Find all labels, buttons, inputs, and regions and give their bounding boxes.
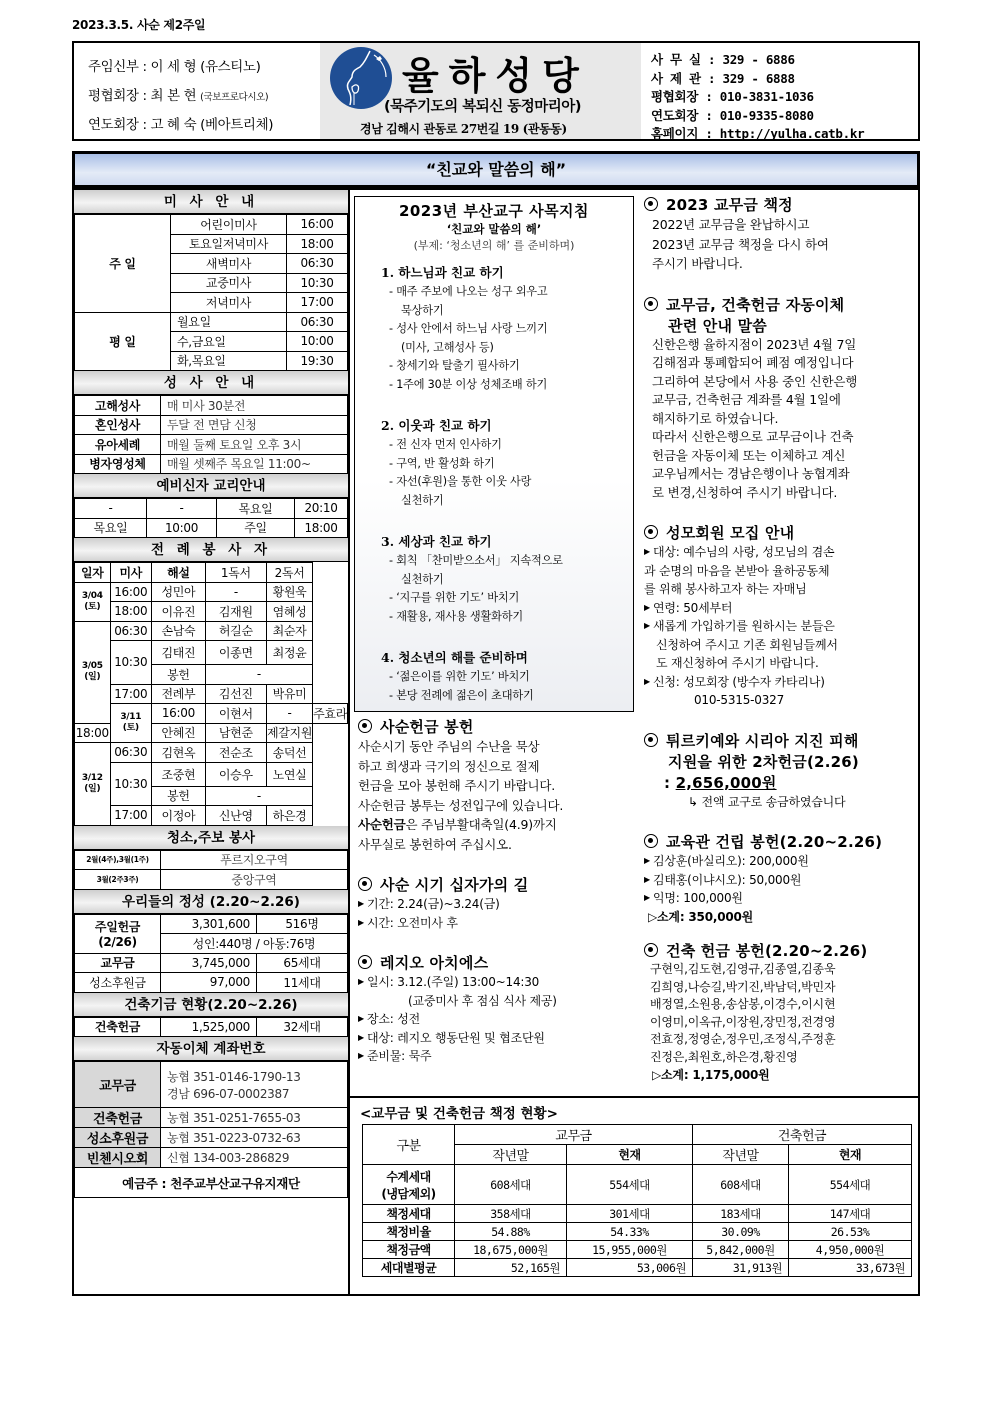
autopay-notice-title: 교무금, 건축헌금 자동이체 관련 안내 말씀 xyxy=(644,294,912,336)
left-column xyxy=(74,190,350,1294)
church-subtitle: (묵주기도의 복되신 동정마리아) xyxy=(384,99,581,115)
mass-schedule-table: 주 일 어린이미사 16:00 토요일저녁미사 18:00 새벽미사 06:30 교중미사 10:30 저녁미사 17:00 평 일 월요일 06:30 수,금요일 10:00 화,목요일 19:30 xyxy=(74,214,348,371)
guideline-title: 2023년 부산교구 사목지침 xyxy=(398,202,590,220)
radio-bullet-icon xyxy=(358,955,372,969)
table-row: 3/12 (일) 06:30 김현옥 전순조 송덕선 xyxy=(75,743,348,763)
table-row: 책정비율 54.88% 54.33% 30.09% 26.53% xyxy=(363,1223,912,1241)
middle-column xyxy=(350,190,640,1098)
offerings-table: 주일헌금 (2/26) 3,301,600 516명 성인:440명 / 아동:76명 교무금 3,745,000 65세대 성소후원금 97,000 11세대 xyxy=(74,914,348,993)
funeral-president-row: 연도회장 : 고 혜 숙 (베아트리체) xyxy=(88,117,274,133)
triangle-bullet-icon: ▶ xyxy=(358,1014,364,1023)
triangle-bullet-icon: ▶ xyxy=(644,874,650,884)
radio-bullet-icon xyxy=(644,197,658,211)
radio-bullet-icon xyxy=(358,719,372,733)
radio-bullet-icon xyxy=(644,297,658,311)
table-row: 수계세대 (냉담제외) 608세대 554세대 608세대 554세대 xyxy=(363,1165,912,1205)
triangle-bullet-icon: ▶ xyxy=(358,1051,364,1060)
assessment-status xyxy=(350,1096,918,1294)
cleaning-table: 2월(4주),3월(1주) 푸르지오구역 3월(2주3주) 중앙구역 xyxy=(74,850,348,890)
pastoral-guideline-box: 2023년 부산교구 사목지침 ‘친교와 말씀의 해’ (부제: ‘청소년의 해’ 를 준비하며) 1. 하느님과 친교 하기 - 매주 주보에 나오는 성구 외우고 묵상하기 - 성사 안에서 하느님 사랑 느끼기 (미사, 고해성사 등) - 창세기와 탈출기 필사하기 - 1주에 30분 이상 성체조배 하기 2. 이웃과 친교 하기 - 전 신자 먼저 인사하기 - 구역, 반 활성화 하기 - 자선(후원)을 통한 이웃 사랑 실천하기 3. 세상과 친교 하기 - 회칙 「찬미받으소서」 지속적으로 실천하기 - ‘지구를 위한 기도’ 바치기 - 재활용, 재사용 생활화하기 4. 청소년의 해를 준비하며 - ‘젊은이를 위한 기도’ 바치기 - 본당 전례에 젊은이 초대하기 xyxy=(354,196,634,712)
table-row: 10:30 김태진 이종면 최정윤 xyxy=(75,641,348,665)
building-fund-header: 건축기금 현황(2.20~2.26) xyxy=(74,993,348,1017)
radio-bullet-icon xyxy=(644,834,658,848)
table-row: 3/04 (토) 16:00 성민아 - 황원욱 xyxy=(75,582,348,602)
radio-bullet-icon xyxy=(644,943,658,957)
pastor-row: 주임신부 : 이 세 형 (유스티노) xyxy=(88,59,261,75)
council-president-row: 평협회장 : 최 본 현 (국보프로다시오) xyxy=(88,88,269,104)
radio-bullet-icon xyxy=(644,525,658,539)
liturgy-servers-header: 전 례 봉 사 자 xyxy=(74,538,348,562)
triangle-bullet-icon: ▶ xyxy=(358,977,364,986)
radio-bullet-icon xyxy=(644,733,658,747)
bulletin-header xyxy=(72,41,920,141)
auto-transfer-header: 자동이체 계좌번호 xyxy=(74,1037,348,1061)
building-fund-table: 건축헌금 1,525,000 32세대 xyxy=(74,1017,348,1038)
cleaning-header: 청소,주보 봉사 xyxy=(74,826,348,850)
dues-2023-notice: 2023 교무금 책정 2022년 교무금을 완납하시고 2023년 교무금 책정을 다시 하여 주시기 바랍니다. 교무금, 건축헌금 자동이체 관련 안내 말씀 신한은행 율하지점이 2023년 4월 7일 김해점과 통폐합되어 폐점 예정입니다 그리하여 본당에서 사용 중인 신한은행 교무금, 건축헌금 계좌를 4월 1일에 해지하기로 하였습니다. 따라서 신한은행으로 교무금이나 건축 헌금을 자동이체 또는 이체하고 계신 교우님께서는 경남은행이나 농협계좌 로 변경,신청하여 주시기 바랍니다. 성모회원 모집 안내 ▶ 대상: 예수님의 사랑, 성모님의 겸손 과 순명의 마음을 본받아 율하공동체 를 위해 봉사하고자 하는 자매님 ▶ 연령: 50세부터 ▶ 새롭게 가입하기를 원하시는 분들은 신청하여 주시고 기존 회원님들께서 도 재신청하여 주시기 바랍니다. ▶ 신청: 성모회장 (방수자 카타리나) 010-5315-0327 튀르키예와 시리아 지진 피해 지원을 위한 2차헌금(2.26) : 2,656,000원 ↳ 전액 교구로 송금하였습니다 교육관 건립 봉헌(2.20~2.26) ▶ 김상훈(바실리오): 200,000원 ▶ 김태홍(이냐시오): 50,000원 ▶ 익명: 100,000원 ▷소계: 350,000원 건축 헌금 봉헌(2.20~2.26) 구현익,김도현,김영규,김종열,김종욱 김희영,나승길,박기진,박남덕,박민자 배정열,소원용,송삼봉,이경수,이시현 이영미,이옥규,이장원,장민정,전경영 전효정,정영순,정우민,조정식,주정훈 진정은,최원호,하은경,황진영 ▷소계: 1,175,000원 xyxy=(640,194,918,1085)
church-address: 경남 김해시 관동로 27번길 19 (관동동) xyxy=(360,122,567,136)
legio-title: 레지오 아치에스 xyxy=(358,952,634,973)
table-row: 17:00 이정아 신난영 하은경 xyxy=(75,806,348,826)
table-row: 3/05 (일) 06:30 손남숙 허길순 최순자 xyxy=(75,621,348,641)
triangle-bullet-icon: ▶ xyxy=(644,893,650,902)
catechism-header: 예비신자 교리안내 xyxy=(74,474,348,498)
table-row: 봉헌 - xyxy=(75,665,348,685)
earthquake-relief-amount: 2,656,000원 xyxy=(675,773,777,792)
contact-homepage: 홈페이지 : http://yulha.catb.kr xyxy=(651,126,865,141)
year-theme-banner: “친교와 말씀의 해” xyxy=(72,151,920,188)
contact-funeral: 연도회장 : 010-9335-8080 xyxy=(651,107,814,123)
triangle-bullet-icon: ▶ xyxy=(644,621,650,630)
triangle-bullet-icon: ▶ xyxy=(358,1032,364,1042)
building-offering-title: 건축 헌금 봉헌(2.20~2.26) xyxy=(644,940,912,961)
education-hall-title: 교육관 건립 봉헌(2.20~2.26) xyxy=(644,831,912,852)
triangle-bullet-icon: ▶ xyxy=(644,547,650,556)
accounts-table: 교무금 농협 351-0146-1790-13 경남 696-07-0002387 건축헌금 농협 351-0251-7655-03 성소후원금 농협 351-0223-0732-63 빈첸시오회 신협 134-003-286829 예금주 : 천주교부산교구유지재단 xyxy=(74,1061,348,1198)
church-name: 율하성당 xyxy=(402,53,589,98)
table-row: 3/11 (토) 16:00 이현서 - 주효라 xyxy=(75,704,348,724)
triangle-bullet-icon: ▶ xyxy=(358,899,364,908)
triangle-bullet-icon: ▶ xyxy=(644,856,650,865)
contact-council: 평협회장 : 010-3831-1036 xyxy=(651,89,814,104)
contact-office: 사 무 실 : 329 - 6886 xyxy=(651,52,795,67)
earthquake-relief-title: 튀르키예와 시리아 지진 피해 지원을 위한 2차헌금(2.26) : 2,656,000원 xyxy=(644,730,912,793)
triangle-bullet-icon: ▶ xyxy=(644,676,650,686)
table-row: 봉헌 - xyxy=(75,786,348,806)
lent-offering-notice: 사순헌금 봉헌 사순시기 동안 주님의 수난을 묵상 하고 희생과 극기의 정신으로 절제 헌금을 모아 봉헌해 주시기 바랍니다. 사순헌금 봉투는 성전입구에 있습니다. 사순헌금은 주님부활대축일(4.9)까지 사무실로 봉헌하여 주십시오. 사순 시기 십자가의 길 ▶ 기간: 2.24(금)~3.24(금) ▶ 시간: 오전미사 후 레지오 아치에스 ▶ 일시: 3.12.(주일) 13:00~14:30 (교중미사 후 점심 식사 제공) ▶ 장소: 성전 ▶ 대상: 레지오 행동단원 및 협조단원 ▶ 준비물: 묵주 xyxy=(350,716,640,1066)
table-row: 세대별평균 52,165원 53,006원 31,913원 33,673원 xyxy=(363,1259,912,1277)
triangle-bullet-icon: ▶ xyxy=(644,602,650,612)
liturgy-servers-table: 일자 미사 해설 1독서 2독서 3/04 (토) 16:00 성민아 - 황원욱 18:00 이유진 김재원 염혜성 3/05 (일) 06:30 손남숙 허길순 최순자 10:30 김태진 이종면 최정윤 봉헌 - 17:00 전례부 김선진 박유미 3/11 (토) 16:00 이현서 - 주효라 18:00 안혜진 남현준 제갈지원 3/12 (일) 06:30 김현옥 전순조 송덕선 10:30 조중현 이승우 노연실 봉헌 - 17:00 이정아 신난영 하은경 xyxy=(74,562,348,826)
table-row: 18:00 안혜진 남현준 제갈지원 xyxy=(75,723,348,743)
mother-assoc-title: 성모회원 모집 안내 xyxy=(644,522,912,543)
sacraments-header: 성 사 안 내 xyxy=(74,371,348,395)
church-logo-icon xyxy=(330,47,392,109)
table-row: 17:00 전례부 김선진 박유미 xyxy=(75,684,348,704)
table-row: 10:30 조중현 이승우 노연실 xyxy=(75,762,348,786)
table-row: 18:00 이유진 김재원 염혜성 xyxy=(75,602,348,622)
church-identity xyxy=(320,43,641,139)
assessment-table: 구분 교무금 건축헌금 작년말 현재 작년말 현재 수계세대 (냉담제외) 608세대 554세대 608세대 554세대 책정세대 358세대 301세대 183세대 147세대 책정비율 54.88% 54.33% 30.09% 26.53% 책정금액 18,675,000원 15,955,000원 5,842,000원 4,950,000원 세대별평균 52,165원 53,006원 31,913원 33,673원 xyxy=(362,1124,912,1277)
offerings-header: 우리들의 정성 (2.20~2.26) xyxy=(74,890,348,914)
sacraments-table: 고해성사 매 미사 30분전 혼인성사 두달 전 면담 신청 유아세례 매월 둘째 토요일 오후 3시 병자영성체 매월 셋째주 목요일 11:00~ xyxy=(74,395,348,474)
catechism-table: - - 목요일 20:10 목요일 10:00 주일 18:00 xyxy=(74,498,348,538)
stations-title: 사순 시기 십자가의 길 xyxy=(358,874,634,895)
triangle-bullet-icon: ▶ xyxy=(358,917,364,927)
contact-info xyxy=(641,43,918,139)
assessment-title: <교무금 및 건축헌금 책정 현황> xyxy=(360,1106,558,1122)
table-row: 책정금액 18,675,000원 15,955,000원 5,842,000원 4,950,000원 xyxy=(363,1241,912,1259)
mass-schedule-header: 미 사 안 내 xyxy=(74,190,348,214)
right-column xyxy=(640,190,918,1098)
bulletin-body xyxy=(72,188,920,1296)
homepage-link[interactable]: http://yulha.catb.kr xyxy=(719,126,865,141)
contact-rectory: 사 제 관 : 329 - 6888 xyxy=(651,70,795,86)
clergy-info xyxy=(74,43,320,139)
radio-bullet-icon xyxy=(358,877,372,891)
bulletin-date: 2023.3.5. 사순 제2주일 xyxy=(72,18,206,32)
table-row: 책정세대 358세대 301세대 183세대 147세대 xyxy=(363,1205,912,1223)
